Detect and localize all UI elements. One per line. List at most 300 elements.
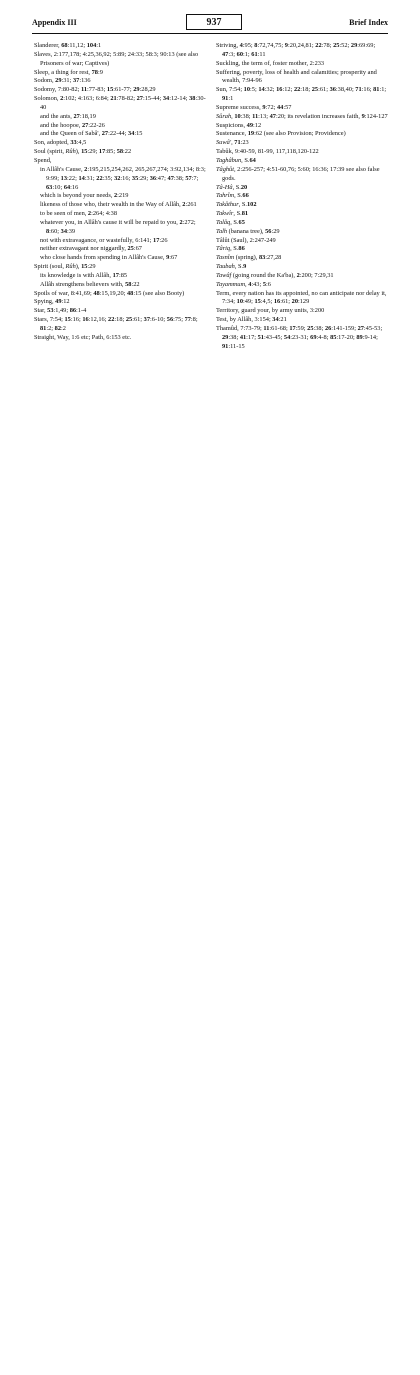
index-entry-text: :38,40; <box>335 86 356 94</box>
index-entry-text: 2 <box>84 165 88 173</box>
index-entry-text: Talâq <box>216 218 231 226</box>
index-entry-text: 57 <box>185 174 192 182</box>
index-entry <box>34 139 206 148</box>
index-entry-text: :85; <box>105 148 117 156</box>
index-entry-text: 25 <box>311 86 319 94</box>
index-entry-text: Solomon, <box>34 95 61 103</box>
index-entry-text: 8 <box>46 227 50 235</box>
index-entry-text: 34 <box>60 227 67 235</box>
index-entry-text: :102; 4:163; 6:84; <box>63 95 111 103</box>
index-entry-text: Sûrah <box>216 112 232 120</box>
index-entry-text: :22 <box>123 148 132 156</box>
index-entry-text: (going round the Ka'ba), <box>231 271 297 279</box>
index-entry-text: :16; <box>120 174 132 182</box>
index-entry-text: :129 <box>298 298 310 306</box>
index-entry-text: :29 <box>87 263 96 271</box>
index-entry-text: :4,5 <box>76 139 87 147</box>
index-entry <box>216 290 388 308</box>
index-entry-text: :23-31; <box>290 333 311 341</box>
index-entry-text: Suckling, the term of, foster mother, 2:233 <box>216 59 325 67</box>
index-entry-text: 15 <box>81 263 88 271</box>
index-entry-text: :6 <box>266 280 271 288</box>
index-entry-text: :61; <box>132 316 144 324</box>
index-entry-text: Sodom, <box>34 77 56 85</box>
index-entry-text: 22 <box>293 86 301 94</box>
index-entry-text: , S. <box>232 183 241 191</box>
index-entry-text: 68 <box>61 42 68 49</box>
index-entry-text: 44 <box>276 103 284 111</box>
index-entry-text: :16 <box>70 183 79 191</box>
index-entry-text: :72,74,75; <box>257 42 285 49</box>
index-entry-text: 41 <box>239 333 247 341</box>
running-head-right: Brief Index <box>349 18 388 27</box>
index-entry-text: :38; <box>313 325 325 332</box>
index-entry-text: Sustenance, <box>216 130 248 138</box>
index-entry <box>34 130 206 139</box>
index-entry-text: Territory, guard your, by army units, 3:200 <box>216 307 325 315</box>
index-entry-text: likeness of those who, their wealth in the Way of Allâh, <box>40 201 183 209</box>
index-entry-text: :43-45; <box>263 333 284 341</box>
index-entry-text: 37 <box>72 77 80 85</box>
index-entry-text: Rûh <box>65 263 76 271</box>
index-entry-text: 47 <box>167 174 174 182</box>
index-entry-text: 22 <box>96 174 103 182</box>
index-entry <box>216 69 388 87</box>
index-entry-text: 21 <box>110 95 117 103</box>
index-entry-text: Tâghût <box>216 165 234 173</box>
index-entry <box>216 245 388 254</box>
index-entry-text: 8 <box>254 42 258 49</box>
index-entry-text: Suwâ' <box>216 139 232 147</box>
index-entry-text: :78; <box>321 42 334 49</box>
index-entry <box>216 307 388 316</box>
index-entry-text: :59; <box>295 325 308 332</box>
index-entry-text: :29; <box>138 174 150 182</box>
index-entry-text: :141-159; <box>331 325 358 332</box>
index-entry-text: 77 <box>184 316 191 324</box>
index-entry <box>34 219 206 237</box>
header-rule <box>32 33 388 34</box>
index-entry-text: Târiq <box>216 245 231 253</box>
index-entry <box>216 42 388 60</box>
index-entry-text: :6-10; <box>150 316 167 324</box>
index-entry-text: :61; <box>280 298 292 306</box>
index-entry-text: Takâthur <box>216 201 239 209</box>
index-entry-text: :9-14; <box>362 333 378 341</box>
index-entry <box>34 307 206 316</box>
index-entry <box>216 281 388 290</box>
index-entry <box>34 157 206 166</box>
index-entry-text: 85 <box>330 333 337 341</box>
index-entry <box>34 166 206 193</box>
index-entry-text: 15 <box>106 86 114 94</box>
index-entry-text: who close hands from spending in Allâh's Cause, <box>40 254 167 262</box>
index-entry-text: 15 <box>81 148 88 156</box>
index-entry-text: which is beyond your needs, <box>40 192 114 200</box>
index-entry-text: 104 <box>86 42 97 49</box>
index-entry-text: :200; 7:29,31 <box>299 271 334 279</box>
index-entry-text: Supreme success, <box>216 103 263 111</box>
index-entry-text: :31; <box>61 77 73 85</box>
index-entry-text: 34 <box>272 316 279 324</box>
index-entry-text: 11 <box>81 86 87 94</box>
index-entry-text: :17; <box>246 333 258 341</box>
page-header <box>32 14 388 34</box>
index-entry <box>34 51 206 69</box>
index-entry-text: 64 <box>63 183 71 191</box>
index-entry-text: 91 <box>222 95 229 103</box>
index-entry <box>216 201 388 210</box>
index-entry-text: :1-4 <box>76 307 87 315</box>
index-entry-text: :20; its revelation increases faith, <box>275 112 362 120</box>
index-entry-text: :26 <box>159 236 168 244</box>
index-entry <box>34 95 206 113</box>
index-entry-text: 35 <box>131 174 139 182</box>
index-entry-text: :9 <box>97 68 103 76</box>
index-entry-text: :49; <box>242 298 255 306</box>
index-entry <box>34 334 206 343</box>
index-entry-text: Soul (spirit, <box>34 148 66 156</box>
index-entry-text: :12,16; <box>88 316 109 324</box>
index-entry-text: 33 <box>70 139 77 147</box>
index-entry <box>216 316 388 325</box>
index-entry <box>34 77 206 86</box>
index-entry-text: :38; <box>173 174 186 182</box>
index-entry-text: :28,29 <box>139 86 156 94</box>
index-entry-text: 25 <box>307 325 314 332</box>
index-entry-text: and the Queen of Sabâ', <box>40 130 102 138</box>
index-entry-text: :136 <box>79 77 91 85</box>
index-entry-text: 53 <box>47 307 54 315</box>
index-entry-text: :16; <box>361 86 374 94</box>
index-entry-text: 34 <box>128 130 135 138</box>
index-entry-text: and the hoopoe, <box>40 121 82 129</box>
index-entry-text: , <box>231 139 235 147</box>
index-entry <box>216 148 388 157</box>
index-entry-text: Tâlût (Saul), 2:247-249 <box>216 236 276 244</box>
index-entry <box>216 237 388 246</box>
index-entry-text: 71 <box>355 86 362 94</box>
index-entry-text: :10; <box>52 183 64 191</box>
index-entry-text: 65 <box>238 218 245 226</box>
index-entry <box>34 272 206 281</box>
index-entry <box>216 122 388 131</box>
index-entry-text: 81 <box>40 325 47 332</box>
index-entry-text: Slanderer, <box>34 42 62 49</box>
index-entry-text: :31; <box>84 174 97 182</box>
index-entry-text: :78-82; <box>116 95 137 103</box>
index-entry-text: 26 <box>324 325 332 332</box>
index-entry-text: 58 <box>125 280 132 288</box>
index-entry-text: :45-53; <box>363 325 383 332</box>
index-entry-text: 9 <box>361 112 365 120</box>
index-entry-text: ), <box>75 148 82 156</box>
index-entry-text: Sodomy, 7:80-82; <box>34 86 81 94</box>
index-entry-text: :4-8; <box>316 333 331 341</box>
index-entry-text: :18,19 <box>79 112 96 120</box>
index-entry-text: its knowledge is with Allâh, <box>40 271 113 279</box>
index-entry-text: 10 <box>234 112 241 120</box>
index-entry-text: Sleep, a thing for rest, <box>34 68 92 76</box>
index-entry-text: 16 <box>273 298 281 306</box>
index-entry-text: 29 <box>133 86 140 94</box>
index-entry-text: 25 <box>333 42 340 49</box>
index-entry <box>216 130 388 139</box>
index-entry-text: :75; <box>173 316 185 324</box>
index-entry-text: , S. <box>238 201 247 209</box>
index-entry-text: Spirit (soul, <box>34 263 66 271</box>
index-entry-text: 20 <box>291 298 298 306</box>
index-entry-text: 27 <box>73 112 80 120</box>
index-entry-text: Tasnîm <box>216 254 235 262</box>
index-entry-text: 14 <box>258 86 265 94</box>
index-entry-text: :12 <box>253 121 262 129</box>
index-entry-text: Spying, <box>34 298 56 306</box>
index-entry <box>34 42 206 51</box>
index-entry <box>216 60 388 69</box>
index-entry-text: whatever you, in Allâh's cause it will be repaid to you, <box>40 218 180 226</box>
index-entry <box>34 113 206 122</box>
index-entry-text: (spring), <box>234 254 259 262</box>
index-entry-text: 16 <box>276 86 283 94</box>
index-entry-text: :2 <box>60 325 66 332</box>
index-entry-text: :22-26 <box>88 121 105 129</box>
index-entry-text: :61-68; <box>269 325 290 332</box>
index-entry-text: :23 <box>240 139 249 147</box>
index-entry-text: 17 <box>98 148 106 156</box>
index-entry-text: :1 <box>96 42 102 49</box>
index-entry-text: :272; <box>182 218 196 226</box>
index-entry-text: :7; <box>191 174 199 182</box>
index-entry-text: :12; <box>282 86 294 94</box>
index-entry-text: 78 <box>91 68 98 76</box>
index-entry-text: :29; <box>87 148 99 156</box>
index-entry-text: 20 <box>240 183 248 191</box>
index-entry-text: Taubah <box>216 263 235 271</box>
index-entry-text: :15,19,20; <box>99 289 127 297</box>
index-entry-text: Stars, 7:54; <box>34 316 65 324</box>
index-entry <box>34 290 206 299</box>
index-entry-text: 83 <box>258 254 266 262</box>
index-entry-text: :195,215,254,262, 265,267,274; 3:92,134; 8:3; 9:99; <box>46 165 206 182</box>
index-entry-text: 29 <box>55 77 62 85</box>
index-entry-text: :30-40 <box>40 95 206 111</box>
index-entry-text: :22; <box>66 174 79 182</box>
index-entry-text: :47; <box>156 174 168 182</box>
index-entry <box>216 272 388 281</box>
index-column-left <box>34 42 206 343</box>
index-entry-text: 47 <box>269 112 276 120</box>
index-entry-text: :3; <box>228 50 237 58</box>
index-entry-text: 2 <box>296 271 300 279</box>
index-entry <box>216 184 388 193</box>
index-entry <box>216 210 388 219</box>
index-entry-text: 17 <box>112 271 119 279</box>
index-entry-text: Star, <box>34 307 48 315</box>
index-entry-text: 10 <box>243 86 251 94</box>
index-entry <box>34 254 206 263</box>
index-entry-text: :13; <box>258 112 270 120</box>
index-entry-text: 51 <box>257 333 264 341</box>
index-entry-text: 11 <box>263 325 270 332</box>
index-entry-text: Talh <box>216 227 228 235</box>
index-entry-text: Slaves, 2:177,178; 4:25,36,92; 5:89; 24:33; 58:3; 90:13 (see also Prisoners of war; Captives) <box>34 50 199 67</box>
index-entry-text: 17 <box>289 325 296 332</box>
index-entry-text: :18; <box>114 316 126 324</box>
index-entry-text: 54 <box>283 333 291 341</box>
index-entry-text: Taghâbun <box>216 156 242 164</box>
index-entry-text: :72; <box>265 103 277 111</box>
index-entry-text: 56 <box>166 316 174 324</box>
index-entry-text: :69:69; <box>357 42 376 49</box>
index-entry-text: 64 <box>249 156 256 164</box>
index-entry-text: 37 <box>143 316 151 324</box>
index-entry-text: 102 <box>246 201 257 209</box>
index-entry-text: 27 <box>357 325 364 332</box>
index-entry-text: :38; <box>240 112 253 120</box>
page-number: 937 <box>186 14 242 30</box>
index-entry-text: neither extravagant nor niggardly, <box>40 245 128 253</box>
index-entry-text: :16; <box>70 316 83 324</box>
index-entry-text: Son, adopted, <box>34 139 71 147</box>
index-entry-text: , S. <box>241 156 250 164</box>
index-entry-text: 9 <box>284 42 288 49</box>
index-entry-text: :261 <box>185 201 197 209</box>
index-entry-text: 66 <box>242 192 249 200</box>
index-entry <box>34 245 206 254</box>
index-entry <box>216 166 388 184</box>
index-entry-text: 61 <box>251 50 258 58</box>
index-entry-text: :18; <box>300 86 312 94</box>
index-entry-text: :60; <box>49 227 61 235</box>
index-entry-text: Tawâf <box>216 271 232 279</box>
index-entry-text: 48 <box>93 289 100 297</box>
index-entry-text: Striving, <box>216 42 240 49</box>
index-entry-text: Spoils of war, 8:41,69; <box>34 289 94 297</box>
index-entry-text: :38; <box>228 333 240 341</box>
index-entry-text: , S. <box>233 210 242 218</box>
running-head-left: Appendix III <box>32 18 77 27</box>
index-entry-text: 60 <box>236 50 243 58</box>
index-entry-text: 25 <box>125 316 133 324</box>
index-entry-text: 2 <box>87 210 92 218</box>
index-entry-text: :15 <box>134 130 143 138</box>
index-entry <box>34 192 206 201</box>
index-entry-text: 13 <box>60 174 67 182</box>
index-entry-text: Test, by Allâh, 3:154; <box>216 316 273 324</box>
index-entry <box>34 148 206 157</box>
index-entry-text: 15 <box>64 316 71 324</box>
index-entry-text: 22 <box>108 316 115 324</box>
index-entry-text: Spend, <box>34 156 52 164</box>
index-entry-text: , S. <box>234 263 244 271</box>
index-entry-text: Suspicions, <box>216 121 247 129</box>
index-entry-text: :27,28 <box>265 254 282 262</box>
index-entry-text: 36 <box>149 174 157 182</box>
index-entry-text: 49 <box>246 121 254 129</box>
index-entry-text: :1; <box>379 86 387 94</box>
index-entry-text: 89 <box>356 333 363 341</box>
index-entry-text: :15-44; <box>142 95 163 103</box>
index-entry-text: 22 <box>315 42 322 49</box>
index-entry-text: :8; <box>190 316 198 324</box>
index-entry-text: (banana tree), <box>227 227 266 235</box>
index-entry-text: Tayammum <box>216 280 246 288</box>
index-entry-text: :15 (see also Booty) <box>133 289 185 297</box>
index-entry-text: :12-14; <box>169 95 190 103</box>
index-entry-text: 36 <box>329 86 336 94</box>
index-entry <box>216 113 388 122</box>
index-entry-text: , 2:256-257; 4:51-60,76; 5:60; 16:36; 17:39 see also false gods. <box>222 165 380 182</box>
index-entry-text: , <box>231 112 235 120</box>
index-entry-text: 49 <box>55 298 62 306</box>
index-entry-text: :62 (see also Provision; Providence) <box>254 130 346 138</box>
index-entry-text: 27 <box>101 130 109 138</box>
index-entry-text: 9 <box>243 263 247 271</box>
index-entry-text: :61; <box>318 86 330 94</box>
index-entry-text: 4 <box>248 280 252 288</box>
index-column-right <box>216 42 388 352</box>
index-entry-text: 32 <box>114 174 121 182</box>
index-entry-text: to be seen of men, <box>40 210 88 218</box>
index-entry-text: 81 <box>373 86 380 94</box>
index-entry-text: :11 <box>257 50 266 58</box>
index-entry-text: 2 <box>182 201 186 209</box>
index-entry <box>34 86 206 95</box>
index-entry-text: 15 <box>254 298 261 306</box>
index-entry-text: 58 <box>116 148 124 156</box>
index-entry <box>216 325 388 352</box>
index-entry-text: :52; <box>339 42 351 49</box>
index-entry-text: 82 <box>54 325 61 332</box>
index-entry-text: :43; <box>251 280 263 288</box>
index-entry-text: 71 <box>234 139 241 147</box>
index-entry-text: in Allâh's Cause, <box>40 165 85 173</box>
index-entry-text: 17 <box>153 236 160 244</box>
index-entry <box>216 86 388 104</box>
index-entry-text: 29 <box>222 333 229 341</box>
index-entry-text: :1 <box>228 95 234 103</box>
index-entry-text: 9 <box>166 254 170 262</box>
index-entry-text: :29 <box>271 227 280 235</box>
index-entry-text: :32; <box>264 86 277 94</box>
index-entry-text: Term, every nation has its appointed, no can anticipate nor delay it, 7:34; <box>216 289 387 306</box>
index-entry-text: :11,12; <box>67 42 87 49</box>
index-entry-text: :35; <box>102 174 115 182</box>
index-entry-text: :22-44; <box>108 130 129 138</box>
index-entry <box>216 157 388 166</box>
index-entry <box>34 237 206 246</box>
index-entry-text: :2; <box>46 325 55 332</box>
index-entry-text: :11-15 <box>228 342 245 350</box>
index-entry-text: 29 <box>350 42 358 49</box>
index-entry-text: 11 <box>252 112 259 120</box>
index-entry-text: 69 <box>310 333 317 341</box>
index-entry-text: Allâh strengthens believers with, <box>40 280 126 288</box>
index-entry <box>34 210 206 219</box>
index-entry-text: :264; 4:38 <box>91 210 117 218</box>
index-entry-text: 38 <box>189 95 196 103</box>
index-entry-text: not with extravagance, or wastefully, 6:141; <box>40 236 154 244</box>
index-entry-text: Thamûd, 7:73-79; <box>216 325 264 332</box>
index-entry <box>216 219 388 228</box>
index-entry-text: Takwîr <box>216 210 234 218</box>
index-entry <box>34 122 206 131</box>
index-entry-text: 27 <box>136 95 143 103</box>
index-entry-text: Straight, Way, 1:6 etc; Path, 6:153 etc. <box>34 333 132 341</box>
index-entry-text: :77-83; <box>87 86 107 94</box>
index-entry-text: 34 <box>162 95 170 103</box>
